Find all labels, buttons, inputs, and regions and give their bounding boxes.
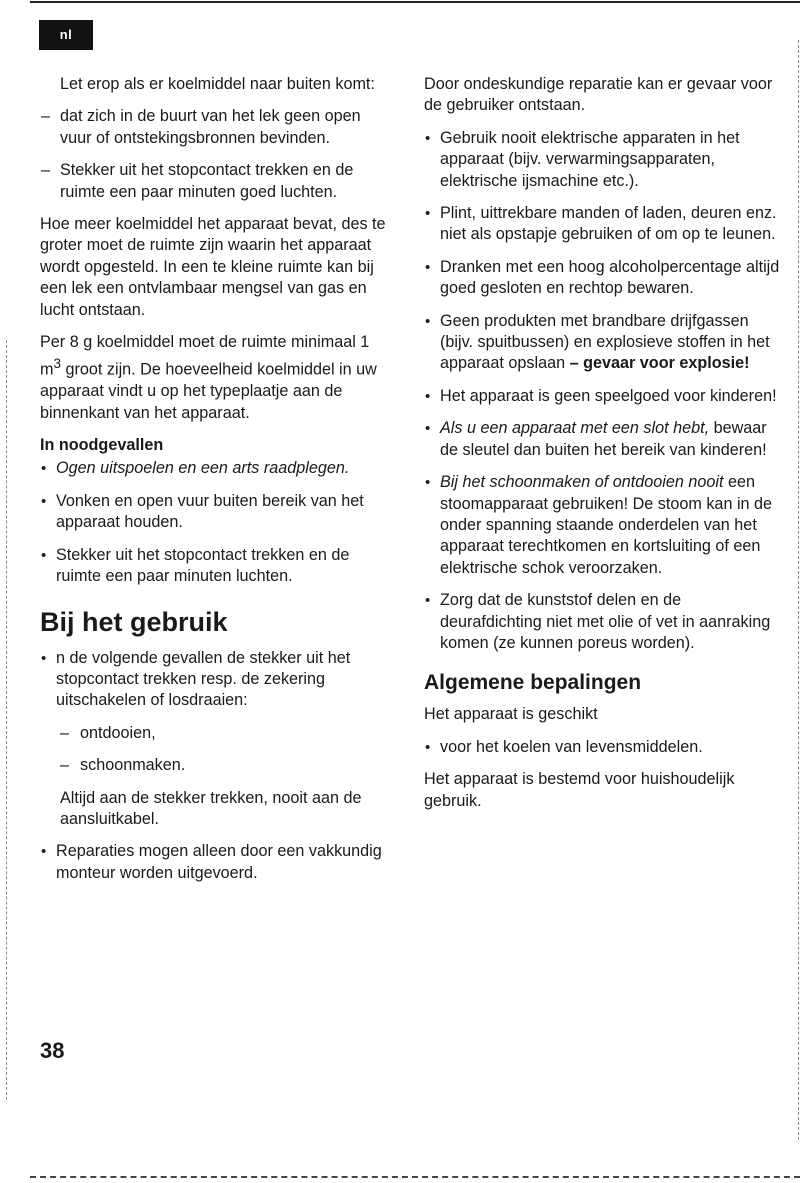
bullet-mark: •	[425, 738, 431, 756]
general-paragraph: Het apparaat is bestemd voor huishoudelijk gebruik.	[424, 770, 735, 810]
dash-text: dat zich in de buurt van het lek geen open vuur of ontstekingsbronnen bevinden.	[60, 107, 361, 147]
bullet-mark: •	[425, 387, 431, 405]
list-item	[424, 472, 780, 579]
bullet-mark: •	[41, 460, 47, 478]
list-text-italic: Bij het schoonmaken of ontdooien nooit	[440, 473, 724, 492]
bullet-mark: •	[425, 205, 431, 223]
page-number: 38	[40, 1038, 65, 1063]
repair-list	[40, 841, 392, 884]
list-item	[424, 128, 780, 192]
dash-text: Stekker uit het stopcontact trekken en de ruimte een paar minuten goed luchten.	[60, 161, 354, 201]
sub-dash-item	[40, 755, 392, 776]
plug-note: Altijd aan de stekker trekken, nooit aan de aansluitkabel.	[60, 788, 362, 828]
sub-dash-item	[40, 723, 392, 744]
bullet-mark: •	[41, 649, 47, 667]
emergency-list	[40, 458, 392, 587]
left-column	[40, 74, 392, 895]
refrigerant-intro: Let erop als er koelmiddel naar buiten komt:	[60, 75, 375, 93]
list-item	[424, 737, 780, 758]
text-part: groot zijn. De hoeveelheid koelmiddel in uw apparaat vindt u op het typeplaatje aan de binnenkant van het apparaat.	[40, 360, 377, 422]
list-item	[424, 257, 780, 300]
dash-mark: –	[60, 756, 70, 775]
paragraph-room-size: Hoe meer koelmiddel het apparaat bevat, des te groter moet de ruimte zijn waarin het apparaat wordt opgesteld. In een te kleine ruimte kan bij een lek een ontvlambaar mengsel van gas en lucht ontstaan.	[40, 215, 386, 319]
list-item	[40, 648, 392, 712]
list-text: Het apparaat is geen speelgoed voor kinderen!	[440, 386, 777, 405]
list-text: voor het koelen van levensmiddelen.	[440, 737, 703, 756]
list-item	[424, 311, 780, 375]
top-rule	[30, 1, 800, 3]
list-text: Zorg dat de kunststof delen en de deurafdichting niet met olie of vet in aanraking komen (ze kunnen poreus worden).	[440, 591, 771, 652]
dash-text: ontdooien,	[80, 723, 156, 742]
dash-item	[40, 106, 392, 149]
bullet-mark: •	[425, 312, 431, 330]
list-item	[424, 386, 780, 407]
list-text: Vonken en open vuur buiten bereik van het apparaat houden.	[56, 491, 364, 532]
list-item	[424, 590, 780, 654]
bullet-mark: •	[425, 258, 431, 276]
scan-edge-left	[6, 340, 7, 1100]
section-heading-use: Bij het gebruik	[40, 606, 228, 637]
safety-list	[424, 128, 780, 655]
list-text: Dranken met een hoog alcoholpercentage altijd goed gesloten en rechtop bewaren.	[440, 257, 780, 298]
list-text: Stekker uit het stopcontact trekken en de ruimte een paar minuten luchten.	[56, 545, 350, 586]
general-paragraph: Het apparaat is geschikt	[424, 705, 598, 724]
dash-text: schoonmaken.	[80, 756, 186, 775]
bullet-mark: •	[425, 474, 431, 492]
text-part: Per 8 g koelmiddel moet de ruimte minimaal 1 m	[40, 333, 370, 379]
list-item	[40, 491, 392, 534]
dash-item	[40, 160, 392, 203]
dash-mark: –	[60, 723, 70, 742]
bullet-mark: •	[41, 843, 47, 861]
list-text: een stoomapparaat gebruiken! De stoom kan in de onder spanning staande onderdelen van het apparaat terechtkomen en kortsluiting of een elektrische schok veroorzaken.	[440, 473, 773, 577]
right-column	[424, 74, 780, 823]
bullet-mark: •	[425, 129, 431, 147]
list-item	[40, 841, 392, 884]
list-item	[424, 418, 780, 461]
list-text: Geen produkten met brandbare drijfgassen (bijv. spuitbussen) en explosieve stoffen in het apparaat opslaan	[440, 311, 770, 373]
dash-mark: –	[41, 107, 51, 126]
list-item	[40, 458, 392, 479]
bullet-mark: •	[425, 420, 431, 438]
list-text-italic: Als u een apparaat met een slot hebt,	[440, 419, 710, 438]
list-text: Ogen uitspoelen en een arts raadplegen.	[56, 459, 350, 478]
bullet-mark: •	[41, 492, 47, 510]
list-text: Gebruik nooit elektrische apparaten in het apparaat (bijv. verwarmingsapparaten, elektrische ijsmachine etc.).	[440, 128, 740, 190]
explosion-warning: – gevaar voor explosie!	[565, 354, 750, 373]
use-list	[40, 648, 392, 712]
bullet-mark: •	[41, 546, 47, 564]
section-heading-general: Algemene bepalingen	[424, 671, 642, 695]
bottom-rule	[30, 1176, 800, 1178]
paragraph-refrigerant-amount	[40, 332, 392, 424]
language-tab	[39, 20, 93, 50]
list-item	[424, 203, 780, 246]
bullet-mark: •	[425, 592, 431, 610]
emergency-heading: In noodgevallen	[40, 436, 164, 455]
list-text: Plint, uittrekbare manden of laden, deuren enz. niet als opstapje gebruiken of om op te leunen.	[440, 204, 777, 244]
list-text: n de volgende gevallen de stekker uit het stopcontact trekken resp. de zekering uitschakelen of losdraaien:	[56, 648, 351, 710]
scan-edge-right	[798, 40, 799, 1140]
list-item	[40, 545, 392, 588]
list-text: bewaar de sleutel dan buiten het bereik van kinderen!	[440, 419, 767, 459]
superscript: 3	[53, 356, 61, 372]
list-text: Reparaties mogen alleen door een vakkundig monteur worden uitgevoerd.	[56, 842, 382, 882]
repair-warning: Door ondeskundige reparatie kan er gevaar voor de gebruiker ontstaan.	[424, 75, 773, 115]
general-list	[424, 737, 780, 758]
dash-mark: –	[41, 161, 51, 180]
language-code: nl	[59, 27, 73, 43]
